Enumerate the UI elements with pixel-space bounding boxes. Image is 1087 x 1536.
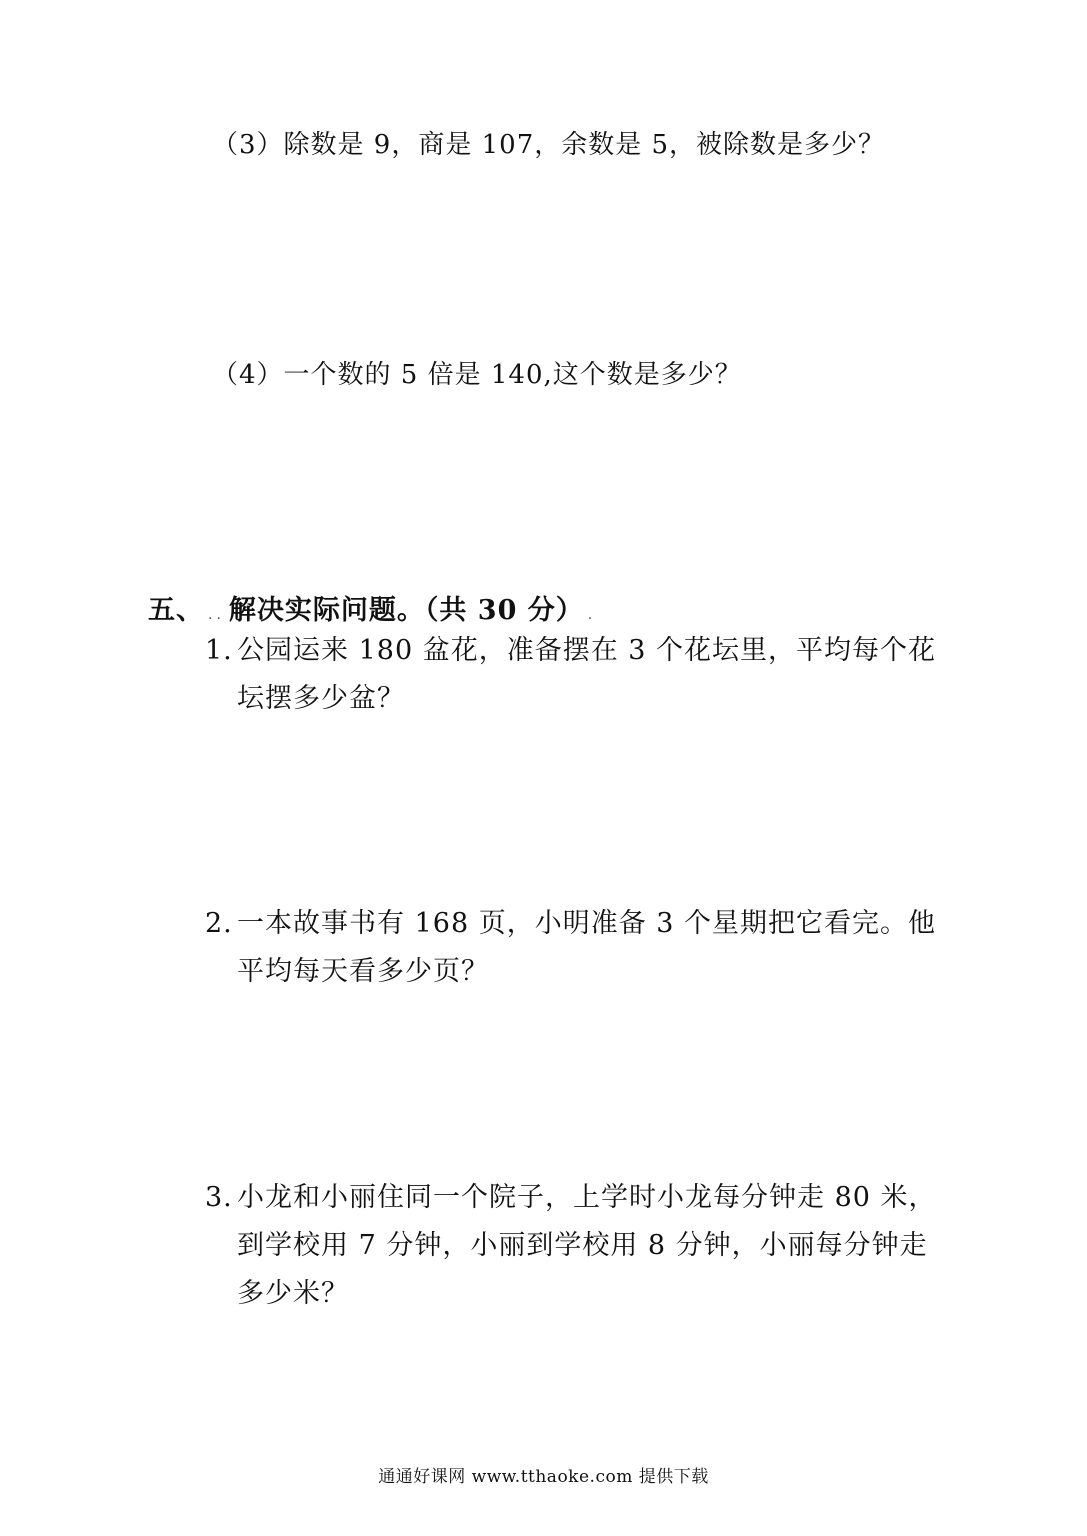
problem-2 <box>205 900 950 996</box>
problem-1-number: 1. <box>205 635 233 666</box>
problem-2-line-2: 平均每天看多少页？ <box>237 956 489 987</box>
problem-3-number: 3. <box>205 1182 233 1213</box>
problem-2-line-1: 一本故事书有 168 页，小明准备 3 个星期把它看完。他 <box>237 908 937 939</box>
section-5-trailing-dot: . <box>587 607 597 623</box>
problem-3-line-2: 到学校用 7 分钟，小丽到学校用 8 分钟，小丽每分钟走 <box>237 1230 928 1261</box>
problem-1-line-1: 公园运来 180 盆花，准备摆在 3 个花坛里，平均每个花 <box>237 635 937 666</box>
problem-3-line-1: 小龙和小丽住同一个院子，上学时小龙每分钟走 80 米， <box>237 1182 937 1213</box>
section-5-dots: .. <box>208 607 225 623</box>
problem-3-line-3: 多少米？ <box>237 1278 349 1309</box>
page-footer: 通通好课网 www.tthaoke.com 提供下载 <box>378 1467 709 1487</box>
problem-1 <box>205 627 950 723</box>
problem-2-number: 2. <box>205 908 233 939</box>
section-5-number: 五、 <box>148 595 204 626</box>
problem-3 <box>205 1174 950 1318</box>
question-4: （4）一个数的 5 倍是 140,这个数是多少？ <box>212 360 742 390</box>
problem-1-line-2: 坛摆多少盆？ <box>237 683 405 714</box>
section-5-title: 解决实际问题。（共 30 分） <box>228 595 584 626</box>
section-5-heading <box>148 588 600 627</box>
question-3: （3）除数是 9，商是 107，余数是 5，被除数是多少？ <box>212 130 886 160</box>
